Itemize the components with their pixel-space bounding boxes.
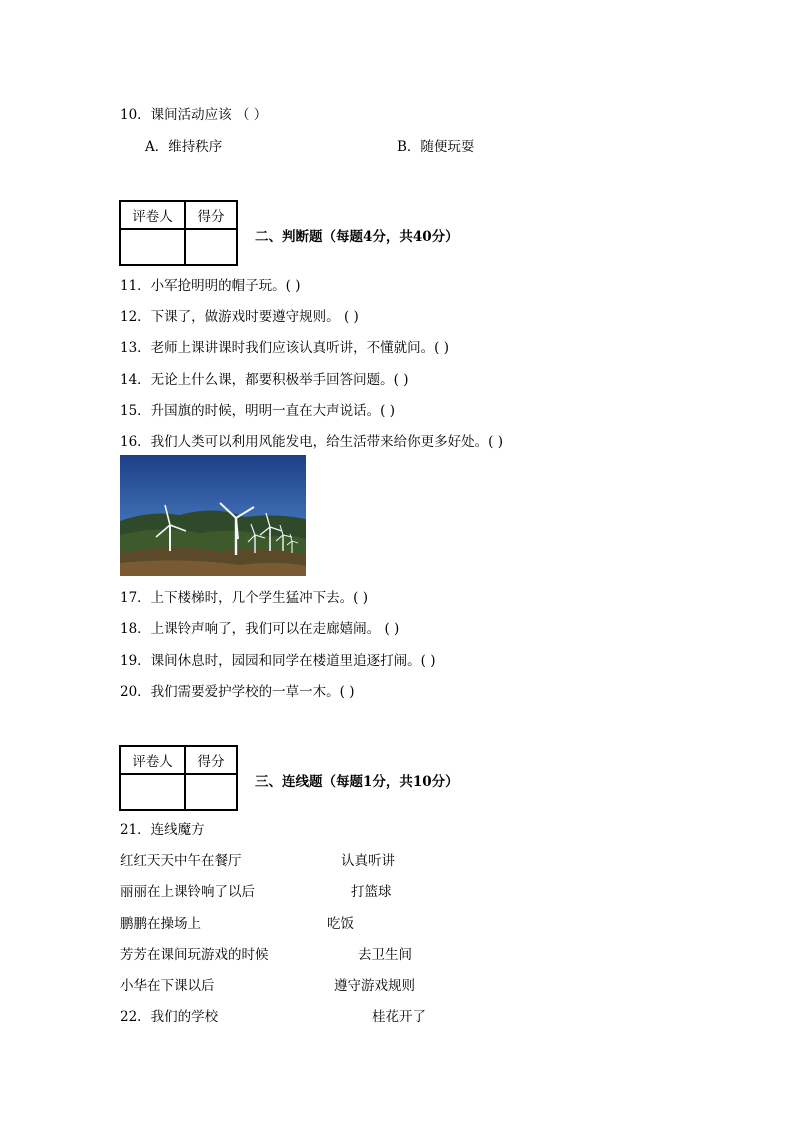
match-left-item: 鹏鹏在操场上 [120, 916, 201, 932]
judge-item-14: 14．无论上什么课，都要积极举手回答问题。( ) [120, 372, 409, 388]
score-table-grader-cell [120, 229, 185, 265]
match-right-item: 认真听讲 [341, 853, 395, 869]
match-left-item: 丽丽在上课铃响了以后 [120, 884, 255, 900]
score-table-section-3 [119, 745, 238, 811]
score-table-score-header: 得分 [185, 201, 237, 229]
score-table-score-cell [185, 229, 237, 265]
judge-item-12: 12．下课了，做游戏时要遵守规则。 ( ) [120, 309, 359, 325]
match-left-item: 小华在下课以后 [120, 978, 215, 994]
question-22-right: 桂花开了 [372, 1009, 426, 1025]
match-right-item: 遵守游戏规则 [334, 978, 415, 994]
match-left-item: 芳芳在课间玩游戏的时候 [120, 947, 269, 963]
score-table-grader-header: 评卷人 [120, 746, 185, 774]
section-2-title: 二、判断题（每题4分，共40分） [255, 229, 459, 245]
judge-item-16: 16．我们人类可以利用风能发电，给生活带来给你更多好处。( ) [120, 434, 504, 450]
score-table-grader-header: 评卷人 [120, 201, 185, 229]
question-10-option-a: A．维持秩序 [145, 139, 223, 155]
judge-item-17: 17．上下楼梯时，几个学生猛冲下去。( ) [120, 590, 369, 606]
match-left-item: 红红天天中午在餐厅 [120, 853, 242, 869]
judge-item-19: 19．课间休息时，园园和同学在楼道里追逐打闹。( ) [120, 653, 436, 669]
wind-turbine-photo [120, 455, 306, 576]
judge-item-13: 13．老师上课讲课时我们应该认真听讲，不懂就问。( ) [120, 340, 450, 356]
score-table-score-cell [185, 774, 237, 810]
question-10: 10．课间活动应该 （ ） [120, 107, 268, 123]
section-3-title: 三、连线题（每题1分，共10分） [255, 774, 459, 790]
question-21-title: 21．连线魔方 [120, 822, 205, 838]
match-right-item: 吃饭 [327, 916, 354, 932]
question-22-left: 22．我们的学校 [120, 1009, 219, 1025]
score-table-grader-cell [120, 774, 185, 810]
judge-item-11: 11．小军抢明明的帽子玩。( ) [120, 278, 301, 294]
score-table-section-2 [119, 200, 238, 266]
match-right-item: 打篮球 [351, 884, 392, 900]
score-table-score-header: 得分 [185, 746, 237, 774]
judge-item-18: 18．上课铃声响了，我们可以在走廊嬉闹。 ( ) [120, 621, 400, 637]
judge-item-20: 20．我们需要爱护学校的一草一木。( ) [120, 684, 355, 700]
question-10-option-b: B．随便玩耍 [397, 139, 475, 155]
match-right-item: 去卫生间 [358, 947, 412, 963]
judge-item-15: 15．升国旗的时候，明明一直在大声说话。( ) [120, 403, 396, 419]
